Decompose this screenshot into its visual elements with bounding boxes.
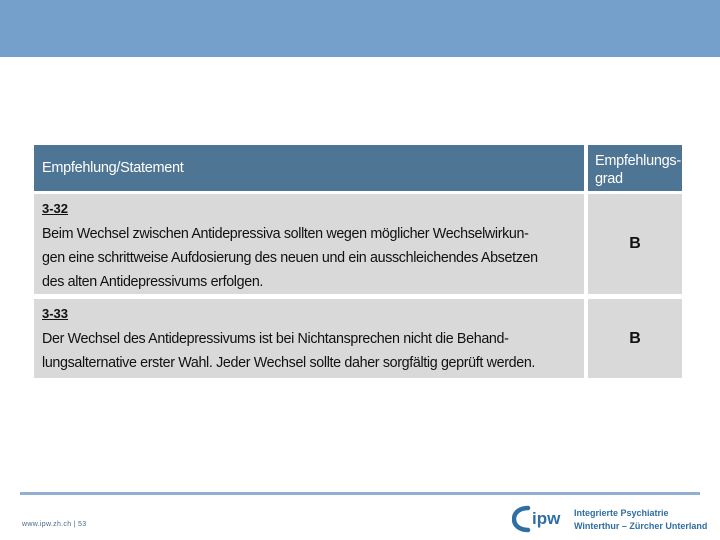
logo-line-2: Winterthur – Zürcher Unterland bbox=[574, 521, 708, 531]
svg-text:ipw: ipw bbox=[532, 509, 561, 528]
table-row-3-33-statement bbox=[34, 299, 584, 378]
header-grade-label: Empfehlungs- grad bbox=[595, 153, 681, 187]
header-statement bbox=[34, 145, 584, 191]
header-statement-label: Empfehlung/Statement bbox=[42, 160, 184, 176]
footer-divider bbox=[20, 492, 700, 495]
recommendation-text: Der Wechsel des Antidepressivums ist bei Nichtansprechen nicht die Behand- lungsalternative erster Wahl. Jeder Wechsel sollte daher sorgfältig geprüft werden. bbox=[42, 331, 536, 371]
table-row-3-32-grade bbox=[588, 194, 682, 294]
recommendation-code: 3-32 bbox=[42, 201, 69, 216]
recommendation-text: Beim Wechsel zwischen Antidepressiva sollten wegen möglicher Wechselwirkun- gen eine schrittweise Aufdosierung des neuen und ein ausschleichendes Absetzen des alten Antidepressivums erfolgen. bbox=[42, 226, 538, 290]
grade-value: B bbox=[629, 235, 641, 252]
grade-value: B bbox=[629, 329, 641, 347]
table-row-3-33-grade bbox=[588, 299, 682, 378]
ipw-logo bbox=[512, 502, 708, 534]
table-row-3-32-statement bbox=[34, 194, 584, 294]
top-banner bbox=[0, 0, 720, 57]
footer-info bbox=[22, 521, 86, 528]
footer-url[interactable]: www.ipw.zh.ch bbox=[22, 521, 72, 528]
page-number: 53 bbox=[78, 521, 87, 528]
recommendation-code: 3-33 bbox=[42, 306, 69, 321]
footer-separator: | bbox=[73, 521, 76, 528]
ipw-logo-text bbox=[574, 507, 707, 533]
logo-line-1: Integrierte Psychiatrie bbox=[574, 508, 669, 518]
header-grade bbox=[588, 145, 682, 191]
ipw-logo-mark bbox=[512, 502, 572, 534]
